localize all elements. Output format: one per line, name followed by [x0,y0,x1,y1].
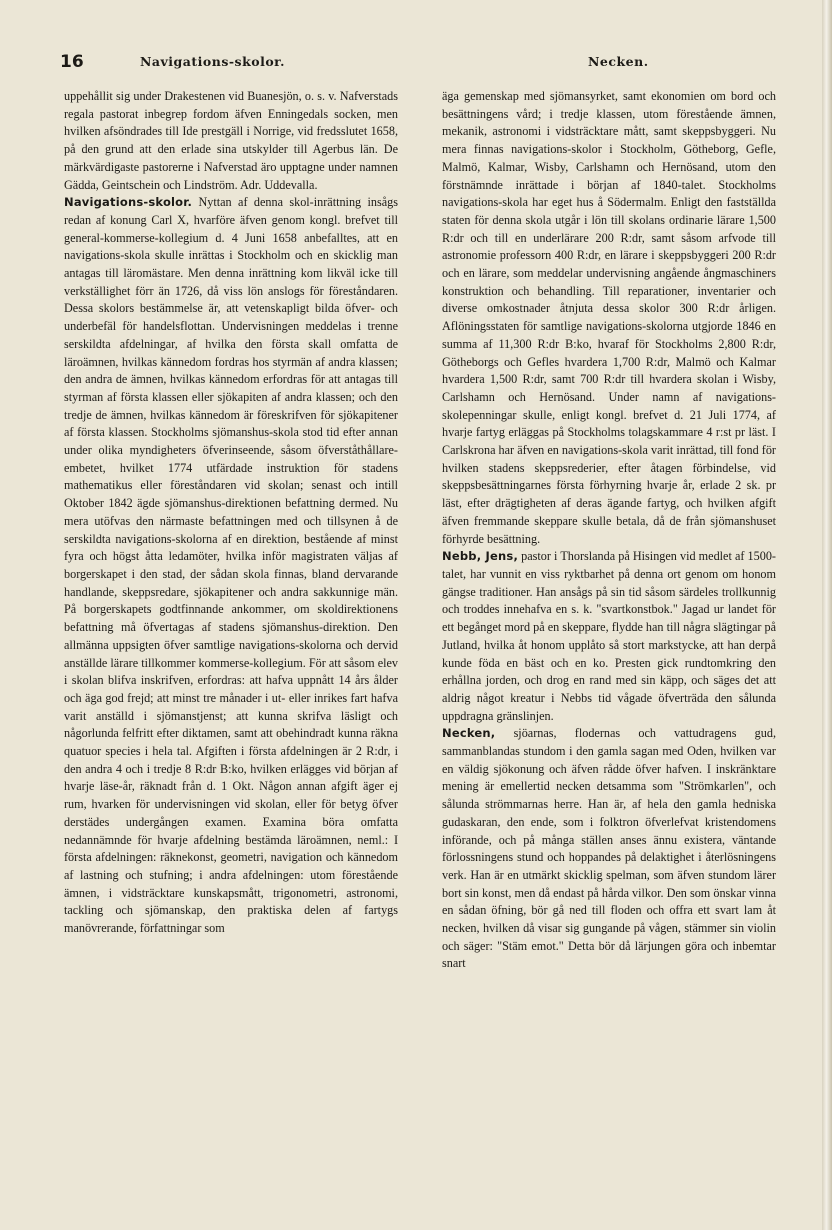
entry-keyword-nebb-jens: Nebb, Jens, [442,549,519,564]
running-head-left: Navigations-skolor. [140,54,285,69]
entry-keyword-necken: Necken, [442,726,496,741]
entry-text-navigations-skolor: Nyttan af denna skol-inrättning insågs redan af konung Carl X, hvarföre äfven genom kongl. brefvet till general-kommerse-kollegium d. 4 Juni 1658 anbefalltes, att en navigations-skola skulle inrättas i Stockholm och en skicklig man antagas till läromästare. Men denna inrättning kom likväl icke till verkställighet förr än 1726, då viss lön anslogs för föreståndaren. Dessa skolors bestämmelse är, att vetenskapligt bilda öfver- och underbefäl för handelsflottan. Undervisningen meddelas i trenne serskildta afdelningar, af hvilka den första skall omfatta de läroämnen, hvilkas kännedom fordras hos styrmän af andra klassen; den andra de ämnen, hvilkas kännedom erfordras för att antagas till styrman af första klassen eller sjökapiten af andra klassen; och den tredje de ämnen, hvilkas kännedom är föreskrifven för sjökapitener af första klassen. Stockholms sjömanshus-skola stod tid efter annan under olika myndigheters öfverinseende, såsom öfverståthållare-embetet, hvilket 1774 utfärdade instruktion för stadens mathematikus eller föreståndaren vid skolan; senast och intill Oktober 1842 ägde sjömanshus-direktionen befattning dermed. Nu mera utöfvas den närmaste befattningen med och tillsynen å de serskildta navigations-skolorna af en direktion, bestående af minst fyra och högst åtta ledamöter, hvilka inför magistraten väljas af borgerskapet i den stad, der sådan skola finnas, bland dervarande handlande, skeppsredare, sjökapitener och andra sakkunnige män. På borgerskapets godtfinnande ankommer, om skoldirektionens befattning må öfvertagas af stadens sjömanshus-direktion. Den allmänna uppsigten öfver samtlige navigations-skolorna och dervid anställde lärare tillkommer kommerse-kollegium. För att såsom elev i skolan blifva inskrifven, erfordras: att hafva uppnått 14 års ålder och äga god frejd; att minst tre månader i ut- eller inrikes fart hafva varit anställd i sjömanstjenst; att kunna skrifva läsligt och någorlunda felfritt efter diktamen, samt att obehindradt kunna räkna quatuor species i hela tal. Afgiften i första afdelningen är 2 R:dr, i den andra 4 och i tredje 8 R:dr B:ko, hvilken erlägges vid början af hvarje läse-år, räknadt från d. 1 Okt. Någon annan afgift äger ej rum, hvarken för undervisningen vid skolan, eller för betyg öfver derstädes undergången examen. Examina böra omfatta nedannämnde för hvarje afdelning bestämda läroämnen, neml.: I första afdelningen: räknekonst, geometri, navigation och kännedom af lastning och stufning; i andra afdelningen: utom förestående ämnen, i vidsträcktare kunskapsmått, trigonometri, astronomi, tackling och sjömanskap, den praktiska delen af fartygs manövrerande, författningar som [64,195,398,936]
entry-keyword-navigations-skolor: Navigations-skolor. [64,195,193,210]
left-column [64,88,398,938]
paragraph-navigations-continued: äga gemenskap med sjömansyrket, samt ekonomien om bord och besättningens vård; i tredje klassen, utom förestående ämnen, mekanik, astronomi i vidsträcktare mått, samt skeppsbyggeri. Nu mera finnas navigations-skolor i Stockholm, Götheborg, Gefle, Malmö, Kalmar, Wisby, Carlshamn och Hernösand, utom den förstnämnde inrättade i början af 1840-talet. Stockholms navigations-skola har eget hus å Södermalm. Enligt den fastställda staten för denna skola utgår i lön till skolans ordinarie lärare 1,500 R:dr och till en underlärare 200 R:dr, samt såsom arfvode till astronomie professorn 400 R:dr, en lärare i skeppsbyggeri 200 R:dr och en lärare, som meddelar undervisning angående ångmaschiners konstruktion och behandling. Till reparationer, inventarier och diverse omkostnader åtnjuta dessa skolor 300 R:dr årligen. Aflöningsstaten för samtlige navigations-skolorna utgjorde 1846 en summa af 11,300 R:dr B:ko, hvaraf för Stockholms 2,800 R:dr, Götheborgs och Gefles hvardera 1,700 R:dr, Malmö och Kalmar hvardera 1,500 R:dr, samt 700 R:dr till hvardera skolan i Wisby, Carlshamn och Hernösand. Under namn af navigations-skolepenningar skulle, enligt kongl. brefvet d. 21 Juli 1774, af hvarje fartyg erläggas på Stockholms tolagskammare 4 r:st pr läst. I Carlskrona har äfven en navigations-skola varit inrättad, till fond för hvilken stadens skeppsrederier, efter åtagen förbindelse, vid skeppsbesättningarnes första förhyrning hvarje år, erlade 2 sk. pr läst, efter drägtigheten af deras ägande fartyg, och hvilken afgift äfven fremmande skeppare skulle betala, då de från sjömanshuset förhyrde besättning. [442,89,776,546]
entry-nebb-jens [442,548,776,725]
paragraph-nafverstad-end: uppehållit sig under Drakestenen vid Buanesjön, o. s. v. Nafverstads regala pastorat inbegrep fordom äfven Enningedals socken, men hvilken afsöndrades till Ide prestgäll i Norrige, vid fredsslutet 1658, på den grund att den erlade sina utskylder till Agerbus län. De märkvärdigaste pastorerne i Nafverstad äro upptagne under namnen Gädda, Geintschein och Lindström. Adr. Uddevalla. [64,89,398,192]
running-head-right: Necken. [588,54,649,69]
entry-navigations-skolor [64,194,398,938]
page-number: 16 [60,52,84,72]
right-column [442,88,776,973]
entry-necken [442,725,776,973]
entry-text-nebb-jens: pastor i Thorslanda på Hisingen vid medlet af 1500-talet, har vunnit en viss ryktbarhet på denna ort genom om honom gängse traditioner. Han ansågs på sin tid såsom särdeles trollkunnig och troddes innehafva en s. k. "svartkonstbok." Jagad ur landet för ett begånget mord på en skeppare, flydde han till några slägtingar på Jutland, hvilka åt honom upplåto så stort markstycke, att han derpå kunde föda en bäst och en ko. Presten gick rundtomkring den erhållna jorden, och drog en rand med sin käpp, och säges det att aldrig något kreatur i Nebbs tid vågade öfverträda den sålunda uppdragna gränslinjen. [442,549,776,723]
page-edge [822,0,832,1230]
entry-text-necken: sjöarnas, flodernas och vattudragens gud, sammanblandas stundom i den gamla sagan med Oden, hvilken var en väldig sjökonung och äfven rådde öfver hafven. I inskränktare mening är emellertid necken detsamma som "Strömkarlen", och sålunda strömmarnas herre. Han är, af hela den gamla hedniska gudaskaran, den ende, som i folktron öfverlefvat kristendomens införande, och på många ställen anses ännu existera, väntande förlossningens stund och hoppandes på delaktighet i återlösningens verk. Han är en utmärkt skicklig spelman, som äfven stundom lärer bort sin konst, men då endast på hårda vilkor. Den som önskar vinna en sådan öfning, bör gå ned till floden och offra ett svart lam åt necken, hvilken då visar sig gungande på vågen, stämmer sin violin och säger: "Stäm emot." Detta bör då lärjungen göra och inbemtar snart [442,726,776,971]
page-header [60,52,820,78]
